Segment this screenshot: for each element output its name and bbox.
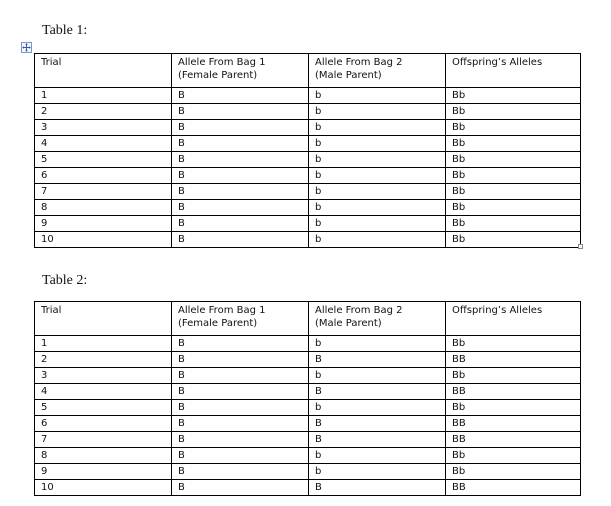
table-cell: B <box>172 184 309 200</box>
table-cell: BB <box>446 352 581 368</box>
table-cell: B <box>172 368 309 384</box>
table-cell: Bb <box>446 120 581 136</box>
table-cell: BB <box>446 480 581 496</box>
table-cell: Bb <box>446 232 581 248</box>
table-cell: Bb <box>446 184 581 200</box>
table-cell: b <box>309 368 446 384</box>
table-cell: B <box>172 88 309 104</box>
table-row <box>35 88 581 104</box>
table-row <box>35 232 581 248</box>
column-header <box>172 302 309 336</box>
table-cell: B <box>172 200 309 216</box>
table-cell: B <box>309 432 446 448</box>
table-cell: B <box>172 120 309 136</box>
table-row <box>35 416 581 432</box>
table-cell: BB <box>446 384 581 400</box>
table-cell: b <box>309 232 446 248</box>
column-header-line: (Male Parent) <box>315 70 382 81</box>
table-2-caption: Table 2: <box>42 273 88 288</box>
table-cell: Bb <box>446 400 581 416</box>
table-cell: 2 <box>35 352 172 368</box>
table-cell: Bb <box>446 336 581 352</box>
table-cell: 2 <box>35 104 172 120</box>
table-cell: b <box>309 464 446 480</box>
table-resize-icon[interactable] <box>578 244 583 249</box>
table-cell: B <box>172 464 309 480</box>
table-cell: b <box>309 104 446 120</box>
table-cell: 4 <box>35 384 172 400</box>
table-cell: B <box>309 416 446 432</box>
table-1-caption: Table 1: <box>42 23 88 38</box>
table-cell: 9 <box>35 464 172 480</box>
table-cell: 5 <box>35 152 172 168</box>
table-row <box>35 200 581 216</box>
column-header <box>35 302 172 336</box>
column-header-line: Allele From Bag 1 <box>178 57 266 68</box>
table-cell: BB <box>446 432 581 448</box>
column-header-line: Trial <box>41 305 62 316</box>
table-row <box>35 168 581 184</box>
column-header-line: (Male Parent) <box>315 318 382 329</box>
column-header-line: Allele From Bag 2 <box>315 57 403 68</box>
table-cell: 8 <box>35 448 172 464</box>
table-cell: Bb <box>446 88 581 104</box>
table-cell: B <box>172 384 309 400</box>
table-cell: B <box>309 384 446 400</box>
table-cell: 3 <box>35 120 172 136</box>
table-cell: B <box>309 352 446 368</box>
column-header <box>446 54 581 88</box>
table-row <box>35 480 581 496</box>
table-cell: 7 <box>35 184 172 200</box>
table-cell: Bb <box>446 104 581 120</box>
table-cell: b <box>309 400 446 416</box>
column-header-line: Offspring’s Alleles <box>452 305 543 316</box>
table-cell: B <box>172 336 309 352</box>
table-cell: 1 <box>35 336 172 352</box>
table-cell: 7 <box>35 432 172 448</box>
table-cell: B <box>172 152 309 168</box>
table-row <box>35 352 581 368</box>
table-cell: b <box>309 336 446 352</box>
table-move-icon[interactable] <box>21 42 32 53</box>
table-row <box>35 184 581 200</box>
table-cell: 6 <box>35 168 172 184</box>
table-cell: 8 <box>35 200 172 216</box>
table-cell: Bb <box>446 168 581 184</box>
table-cell: B <box>172 232 309 248</box>
table-cell: B <box>309 480 446 496</box>
table-row <box>35 152 581 168</box>
table-cell: Bb <box>446 200 581 216</box>
table-cell: b <box>309 152 446 168</box>
table-cell: b <box>309 216 446 232</box>
column-header-line: Allele From Bag 1 <box>178 305 266 316</box>
table-row <box>35 120 581 136</box>
table-cell: 9 <box>35 216 172 232</box>
table-cell: Bb <box>446 448 581 464</box>
table-cell: B <box>172 432 309 448</box>
table-cell: b <box>309 88 446 104</box>
table-cell: Bb <box>446 368 581 384</box>
table-cell: 10 <box>35 480 172 496</box>
table-1 <box>34 53 581 248</box>
table-cell: b <box>309 168 446 184</box>
table-cell: 4 <box>35 136 172 152</box>
table-cell: b <box>309 136 446 152</box>
table-cell: B <box>172 168 309 184</box>
table-cell: 10 <box>35 232 172 248</box>
table-cell: Bb <box>446 152 581 168</box>
table-cell: b <box>309 120 446 136</box>
table-cell: B <box>172 352 309 368</box>
table-cell: BB <box>446 416 581 432</box>
table-cell: b <box>309 184 446 200</box>
table-cell: B <box>172 216 309 232</box>
table-cell: 1 <box>35 88 172 104</box>
header-row <box>35 54 581 88</box>
table-cell: B <box>172 416 309 432</box>
table-cell: 5 <box>35 400 172 416</box>
table-cell: b <box>309 200 446 216</box>
column-header-line: Offspring’s Alleles <box>452 57 543 68</box>
table-cell: 6 <box>35 416 172 432</box>
table-cell: B <box>172 104 309 120</box>
table-row <box>35 448 581 464</box>
table-row <box>35 336 581 352</box>
column-header-line: (Female Parent) <box>178 70 258 81</box>
column-header-line: Allele From Bag 2 <box>315 305 403 316</box>
table-cell: b <box>309 448 446 464</box>
table-2 <box>34 301 581 496</box>
header-row <box>35 302 581 336</box>
table-cell: B <box>172 400 309 416</box>
table-row <box>35 432 581 448</box>
column-header <box>309 302 446 336</box>
column-header-line: Trial <box>41 57 62 68</box>
column-header <box>35 54 172 88</box>
column-header <box>309 54 446 88</box>
column-header-line: (Female Parent) <box>178 318 258 329</box>
table-cell: B <box>172 448 309 464</box>
column-header <box>172 54 309 88</box>
table-row <box>35 216 581 232</box>
table-row <box>35 384 581 400</box>
table-cell: 3 <box>35 368 172 384</box>
table-cell: B <box>172 136 309 152</box>
table-row <box>35 136 581 152</box>
column-header <box>446 302 581 336</box>
table-row <box>35 104 581 120</box>
table-cell: Bb <box>446 136 581 152</box>
table-cell: Bb <box>446 216 581 232</box>
table-cell: B <box>172 480 309 496</box>
table-row <box>35 368 581 384</box>
table-row <box>35 464 581 480</box>
table-row <box>35 400 581 416</box>
table-cell: Bb <box>446 464 581 480</box>
